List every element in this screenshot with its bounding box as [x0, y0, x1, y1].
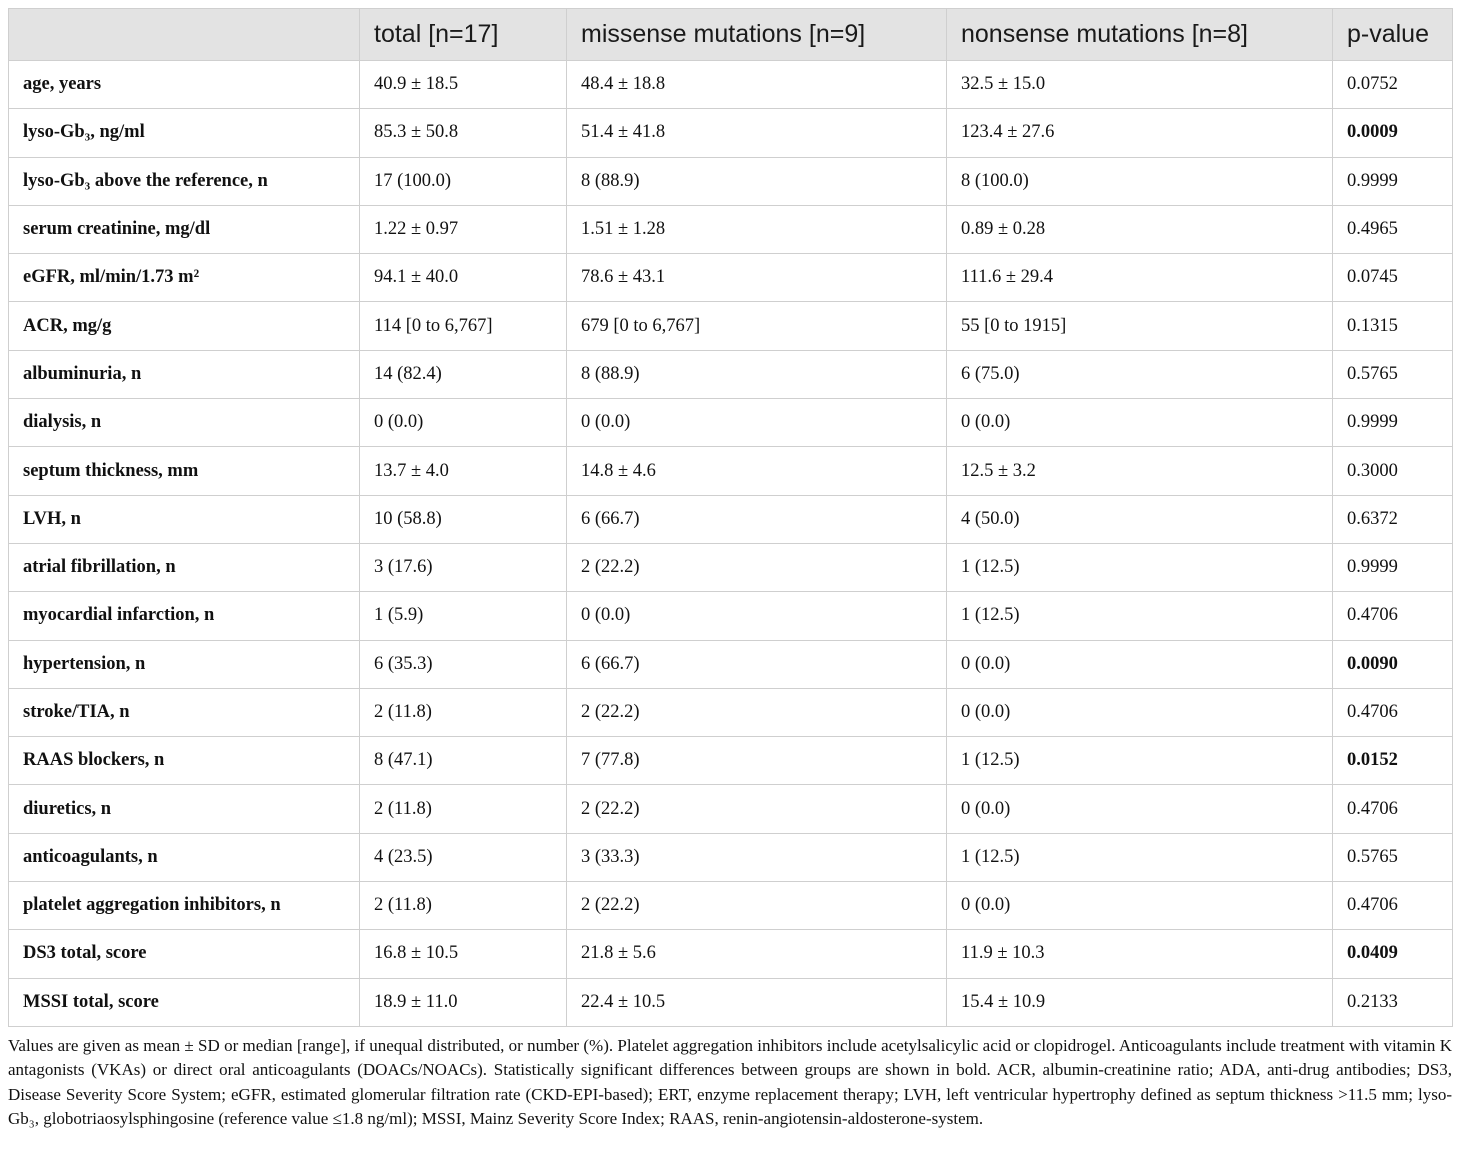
- table-row: [9, 833, 1453, 881]
- cell-p-value: 0.0409: [1333, 930, 1453, 978]
- header-cell-missense: missense mutations [n=9]: [567, 9, 947, 61]
- cell-p-value: 0.4706: [1333, 785, 1453, 833]
- cell-missense: 2 (22.2): [567, 785, 947, 833]
- row-label: diuretics, n: [9, 785, 360, 833]
- cell-missense: 22.4 ± 10.5: [567, 978, 947, 1026]
- table-row: [9, 399, 1453, 447]
- cell-missense: 3 (33.3): [567, 833, 947, 881]
- table-body: [9, 61, 1453, 1027]
- cell-total: 2 (11.8): [360, 785, 567, 833]
- row-label: lyso-Gb₃ above the reference, n: [9, 157, 360, 205]
- table-row: [9, 785, 1453, 833]
- table-row: [9, 254, 1453, 302]
- row-label: LVH, n: [9, 495, 360, 543]
- cell-nonsense: 0.89 ± 0.28: [947, 205, 1333, 253]
- cell-nonsense: 6 (75.0): [947, 350, 1333, 398]
- cell-missense: 2 (22.2): [567, 882, 947, 930]
- cell-missense: 21.8 ± 5.6: [567, 930, 947, 978]
- cell-missense: 78.6 ± 43.1: [567, 254, 947, 302]
- cell-total: 94.1 ± 40.0: [360, 254, 567, 302]
- cell-p-value: 0.5765: [1333, 833, 1453, 881]
- cell-total: 10 (58.8): [360, 495, 567, 543]
- row-label: myocardial infarction, n: [9, 592, 360, 640]
- row-label: hypertension, n: [9, 640, 360, 688]
- cell-total: 85.3 ± 50.8: [360, 109, 567, 157]
- table-footnote: Values are given as mean ± SD or median [range], if unequal distributed, or number (%). Platelet aggregation inhibitors include acetylsalicylic acid or clopidrogel. Anticoagulants include treatment with vitamin K antagonists (VKAs) or direct oral anticoagulants (DOACs/NOACs). Statistically significant differences between groups are shown in bold. ACR, albumin-creatinine ratio; ADA, anti-drug antibodies; DS3, Disease Severity Score System; eGFR, estimated glomerular filtration rate (CKD-EPI-based); ERT, enzyme replacement therapy; LVH, left ventricular hypertrophy defined as septum thickness >11.5 mm; lyso-Gb₃, globotriaosylsphingosine (reference value ≤1.8 ng/ml); MSSI, Mainz Severity Score Index; RAAS, renin-angiotensin-aldosterone-system.: [8, 1036, 1452, 1128]
- table-row: [9, 737, 1453, 785]
- cell-total: 18.9 ± 11.0: [360, 978, 567, 1026]
- cell-nonsense: 0 (0.0): [947, 785, 1333, 833]
- cell-p-value: 0.0745: [1333, 254, 1453, 302]
- cell-p-value: 0.1315: [1333, 302, 1453, 350]
- table-row: [9, 205, 1453, 253]
- table-row: [9, 157, 1453, 205]
- row-label: RAAS blockers, n: [9, 737, 360, 785]
- cell-missense: 7 (77.8): [567, 737, 947, 785]
- cell-missense: 48.4 ± 18.8: [567, 61, 947, 109]
- cell-total: 16.8 ± 10.5: [360, 930, 567, 978]
- cell-missense: 679 [0 to 6,767]: [567, 302, 947, 350]
- cell-nonsense: 1 (12.5): [947, 737, 1333, 785]
- cell-total: 13.7 ± 4.0: [360, 447, 567, 495]
- cell-nonsense: 111.6 ± 29.4: [947, 254, 1333, 302]
- row-label: lyso-Gb₃, ng/ml: [9, 109, 360, 157]
- cell-missense: 8 (88.9): [567, 350, 947, 398]
- cell-total: 40.9 ± 18.5: [360, 61, 567, 109]
- cell-nonsense: 32.5 ± 15.0: [947, 61, 1333, 109]
- cell-nonsense: 0 (0.0): [947, 882, 1333, 930]
- cell-missense: 6 (66.7): [567, 495, 947, 543]
- cell-nonsense: 55 [0 to 1915]: [947, 302, 1333, 350]
- row-label: anticoagulants, n: [9, 833, 360, 881]
- cell-p-value: 0.0090: [1333, 640, 1453, 688]
- cell-nonsense: 4 (50.0): [947, 495, 1333, 543]
- cell-nonsense: 1 (12.5): [947, 592, 1333, 640]
- table-row: [9, 592, 1453, 640]
- row-label: MSSI total, score: [9, 978, 360, 1026]
- cell-total: 14 (82.4): [360, 350, 567, 398]
- cell-nonsense: 0 (0.0): [947, 688, 1333, 736]
- header-cell-variable: [9, 9, 360, 61]
- cell-p-value: 0.0009: [1333, 109, 1453, 157]
- row-label: platelet aggregation inhibitors, n: [9, 882, 360, 930]
- row-label: stroke/TIA, n: [9, 688, 360, 736]
- cell-p-value: 0.4706: [1333, 882, 1453, 930]
- cell-p-value: 0.4706: [1333, 688, 1453, 736]
- row-label: atrial fibrillation, n: [9, 543, 360, 591]
- row-label: septum thickness, mm: [9, 447, 360, 495]
- table-row: [9, 109, 1453, 157]
- cell-nonsense: 0 (0.0): [947, 399, 1333, 447]
- cell-total: 3 (17.6): [360, 543, 567, 591]
- cell-p-value: 0.6372: [1333, 495, 1453, 543]
- cell-missense: 8 (88.9): [567, 157, 947, 205]
- cell-nonsense: 123.4 ± 27.6: [947, 109, 1333, 157]
- row-label: ACR, mg/g: [9, 302, 360, 350]
- table-row: [9, 350, 1453, 398]
- cell-missense: 14.8 ± 4.6: [567, 447, 947, 495]
- cell-p-value: 0.3000: [1333, 447, 1453, 495]
- cell-missense: 51.4 ± 41.8: [567, 109, 947, 157]
- cell-p-value: 0.2133: [1333, 978, 1453, 1026]
- table-row: [9, 688, 1453, 736]
- cell-p-value: 0.0152: [1333, 737, 1453, 785]
- results-table: [8, 8, 1453, 1027]
- cell-p-value: 0.9999: [1333, 543, 1453, 591]
- cell-p-value: 0.9999: [1333, 157, 1453, 205]
- results-table-container: [8, 8, 1452, 1027]
- cell-missense: 0 (0.0): [567, 592, 947, 640]
- table-row: [9, 930, 1453, 978]
- table-row: [9, 543, 1453, 591]
- cell-p-value: 0.0752: [1333, 61, 1453, 109]
- row-label: eGFR, ml/min/1.73 m²: [9, 254, 360, 302]
- table-row: [9, 640, 1453, 688]
- row-label: DS3 total, score: [9, 930, 360, 978]
- cell-total: 0 (0.0): [360, 399, 567, 447]
- row-label: serum creatinine, mg/dl: [9, 205, 360, 253]
- cell-total: 1.22 ± 0.97: [360, 205, 567, 253]
- cell-total: 2 (11.8): [360, 882, 567, 930]
- cell-missense: 0 (0.0): [567, 399, 947, 447]
- cell-p-value: 0.4965: [1333, 205, 1453, 253]
- header-cell-p-value: p-value: [1333, 9, 1453, 61]
- table-row: [9, 302, 1453, 350]
- table-row: [9, 882, 1453, 930]
- cell-nonsense: 0 (0.0): [947, 640, 1333, 688]
- cell-total: 6 (35.3): [360, 640, 567, 688]
- cell-total: 114 [0 to 6,767]: [360, 302, 567, 350]
- cell-total: 17 (100.0): [360, 157, 567, 205]
- row-label: dialysis, n: [9, 399, 360, 447]
- cell-total: 1 (5.9): [360, 592, 567, 640]
- header-cell-nonsense: nonsense mutations [n=8]: [947, 9, 1333, 61]
- cell-nonsense: 8 (100.0): [947, 157, 1333, 205]
- cell-total: 8 (47.1): [360, 737, 567, 785]
- cell-total: 2 (11.8): [360, 688, 567, 736]
- cell-missense: 2 (22.2): [567, 543, 947, 591]
- cell-p-value: 0.5765: [1333, 350, 1453, 398]
- table-row: [9, 61, 1453, 109]
- table-row: [9, 495, 1453, 543]
- cell-missense: 1.51 ± 1.28: [567, 205, 947, 253]
- row-label: age, years: [9, 61, 360, 109]
- cell-p-value: 0.9999: [1333, 399, 1453, 447]
- table-row: [9, 978, 1453, 1026]
- cell-missense: 6 (66.7): [567, 640, 947, 688]
- cell-nonsense: 11.9 ± 10.3: [947, 930, 1333, 978]
- cell-nonsense: 1 (12.5): [947, 833, 1333, 881]
- header-row: [9, 9, 1453, 61]
- cell-nonsense: 15.4 ± 10.9: [947, 978, 1333, 1026]
- cell-nonsense: 12.5 ± 3.2: [947, 447, 1333, 495]
- table-row: [9, 447, 1453, 495]
- cell-nonsense: 1 (12.5): [947, 543, 1333, 591]
- header-cell-total: total [n=17]: [360, 9, 567, 61]
- cell-missense: 2 (22.2): [567, 688, 947, 736]
- row-label: albuminuria, n: [9, 350, 360, 398]
- cell-total: 4 (23.5): [360, 833, 567, 881]
- cell-p-value: 0.4706: [1333, 592, 1453, 640]
